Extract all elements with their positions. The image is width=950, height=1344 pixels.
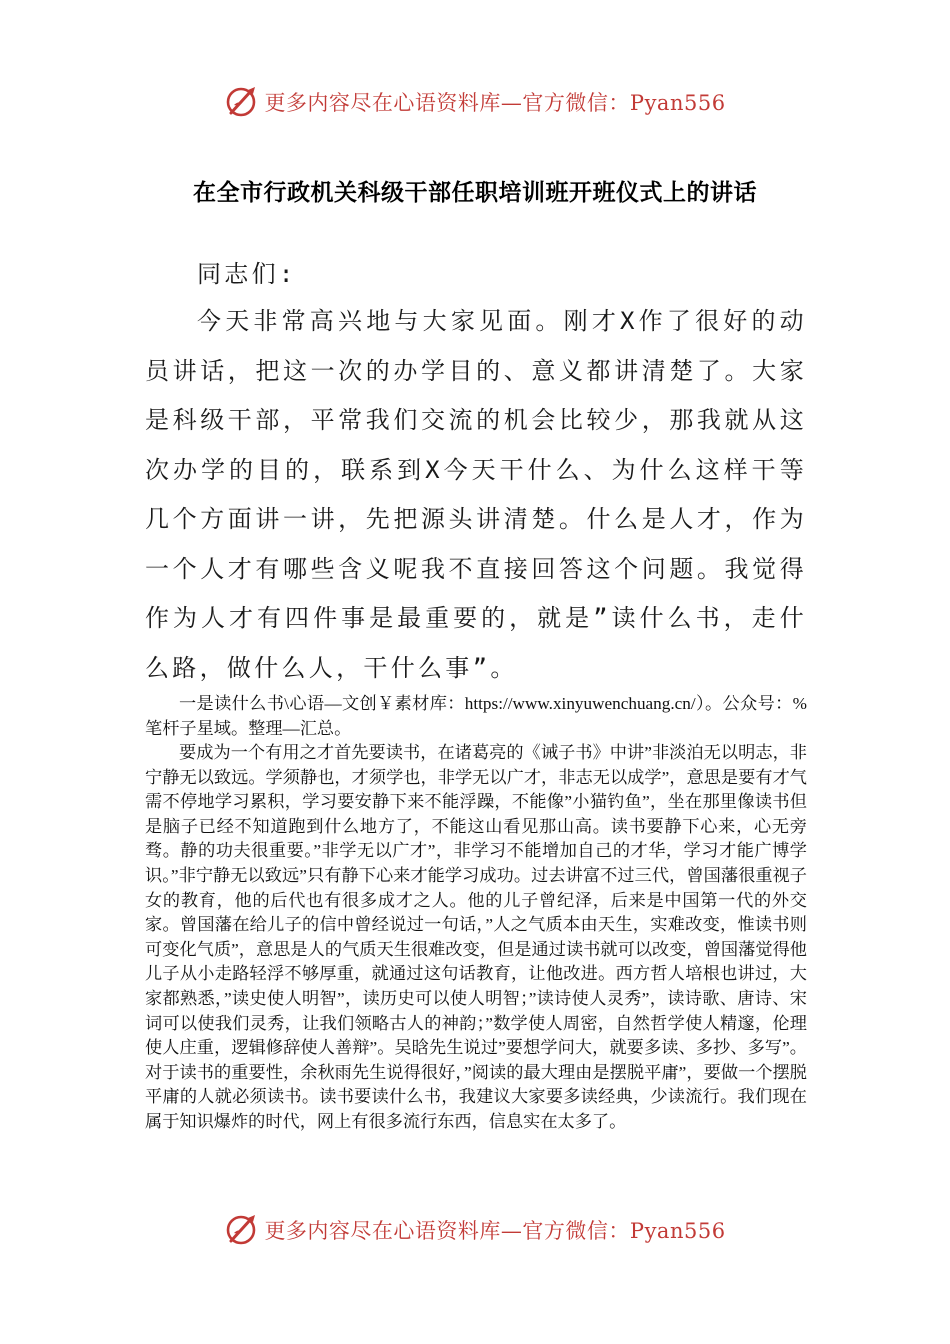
brush-logo-icon: [224, 1212, 260, 1248]
footer-banner-text: 更多内容尽在心语资料库—官方微信：Pyan556: [264, 1219, 726, 1243]
document-title: 在全市行政机关科级干部任职培训班开班仪式上的讲话: [193, 179, 757, 206]
paragraph-body: 要成为一个有用之才首先要读书，在诸葛亮的《诫子书》中讲”非淡泊无以明志，非宁静无以致远。学须静也，才须学也，非学无以广才，非志无以成学”，意思是要有才气需不停地学习累积，学习要安静下来不能浮躁，不能像”小猫钓鱼”，坐在那里像读书但是脑子已经不知道跑到什么地方了，不能这山看见那山高。读书要静下心来，心无旁骛。静的功夫很重要。”非学无以广才”，非学习不能增加自己的才华，学习才能广博学识。”非宁静无以致远”只有静下心来才能学习成功。过去讲富不过三代，曾国藩很重视子女的教育，他的后代也有很多成才之人。他的儿子曾纪泽，后来是中国第一代的外交家。曾国藩在给儿子的信中曾经说过一句话，”人之气质本由天生，实难改变，惟读书则可变化气质”，意思是人的气质天生很难改变，但是通过读书就可以改变，曾国藩觉得他儿子从小走路轻浮不够厚重，就通过这句话教育，让他改进。西方哲人培根也讲过，大家都熟悉，”读史使人明智”，读历史可以使人明智；”读诗使人灵秀”，读诗歌、唐诗、宋词可以使我们灵秀，让我们领略古人的神韵；”数学使人周密，自然哲学使人精邃，伦理使人庄重，逻辑修辞使人善辩”。吴晗先生说过”要想学问大，就要多读、多抄、多写”。对于读书的重要性，余秋雨先生说得很好，”阅读的最大理由是摆脱平庸”，要做一个摆脱平庸的人就必须读书。读书要读什么书，我建议大家要多读经典，少读流行。我们现在属于知识爆炸的时代，网上有很多流行东西，信息实在太多了。: [145, 743, 807, 1131]
greeting: 同志们:: [197, 260, 297, 288]
header-banner-text: 更多内容尽在心语资料库—官方微信：Pyan556: [264, 91, 726, 115]
paragraph-section-heading: 一是读什么书\心语—文创￥素材库：https://www.xinyuwenchuang.cn/）。公众号：%笔杆子星域。整理—汇总。: [145, 694, 807, 738]
brush-logo-icon: [224, 84, 260, 120]
footer-banner: [0, 1208, 950, 1252]
paragraph-opening: 今天非常高兴地与大家见面。刚才X作了很好的动员讲话，把这一次的办学目的、意义都讲清楚了。大家是科级干部，平常我们交流的机会比较少，那我就从这次办学的目的，联系到X今天干什么、为什么这样干等几个方面讲一讲，先把源头讲清楚。什么是人才，作为一个人才有哪些含义呢我不直接回答这个问题。我觉得作为人才有四件事是最重要的，就是”读什么书，走什么路，做什么人，干什么事”。: [145, 307, 807, 682]
header-banner: [0, 80, 950, 124]
